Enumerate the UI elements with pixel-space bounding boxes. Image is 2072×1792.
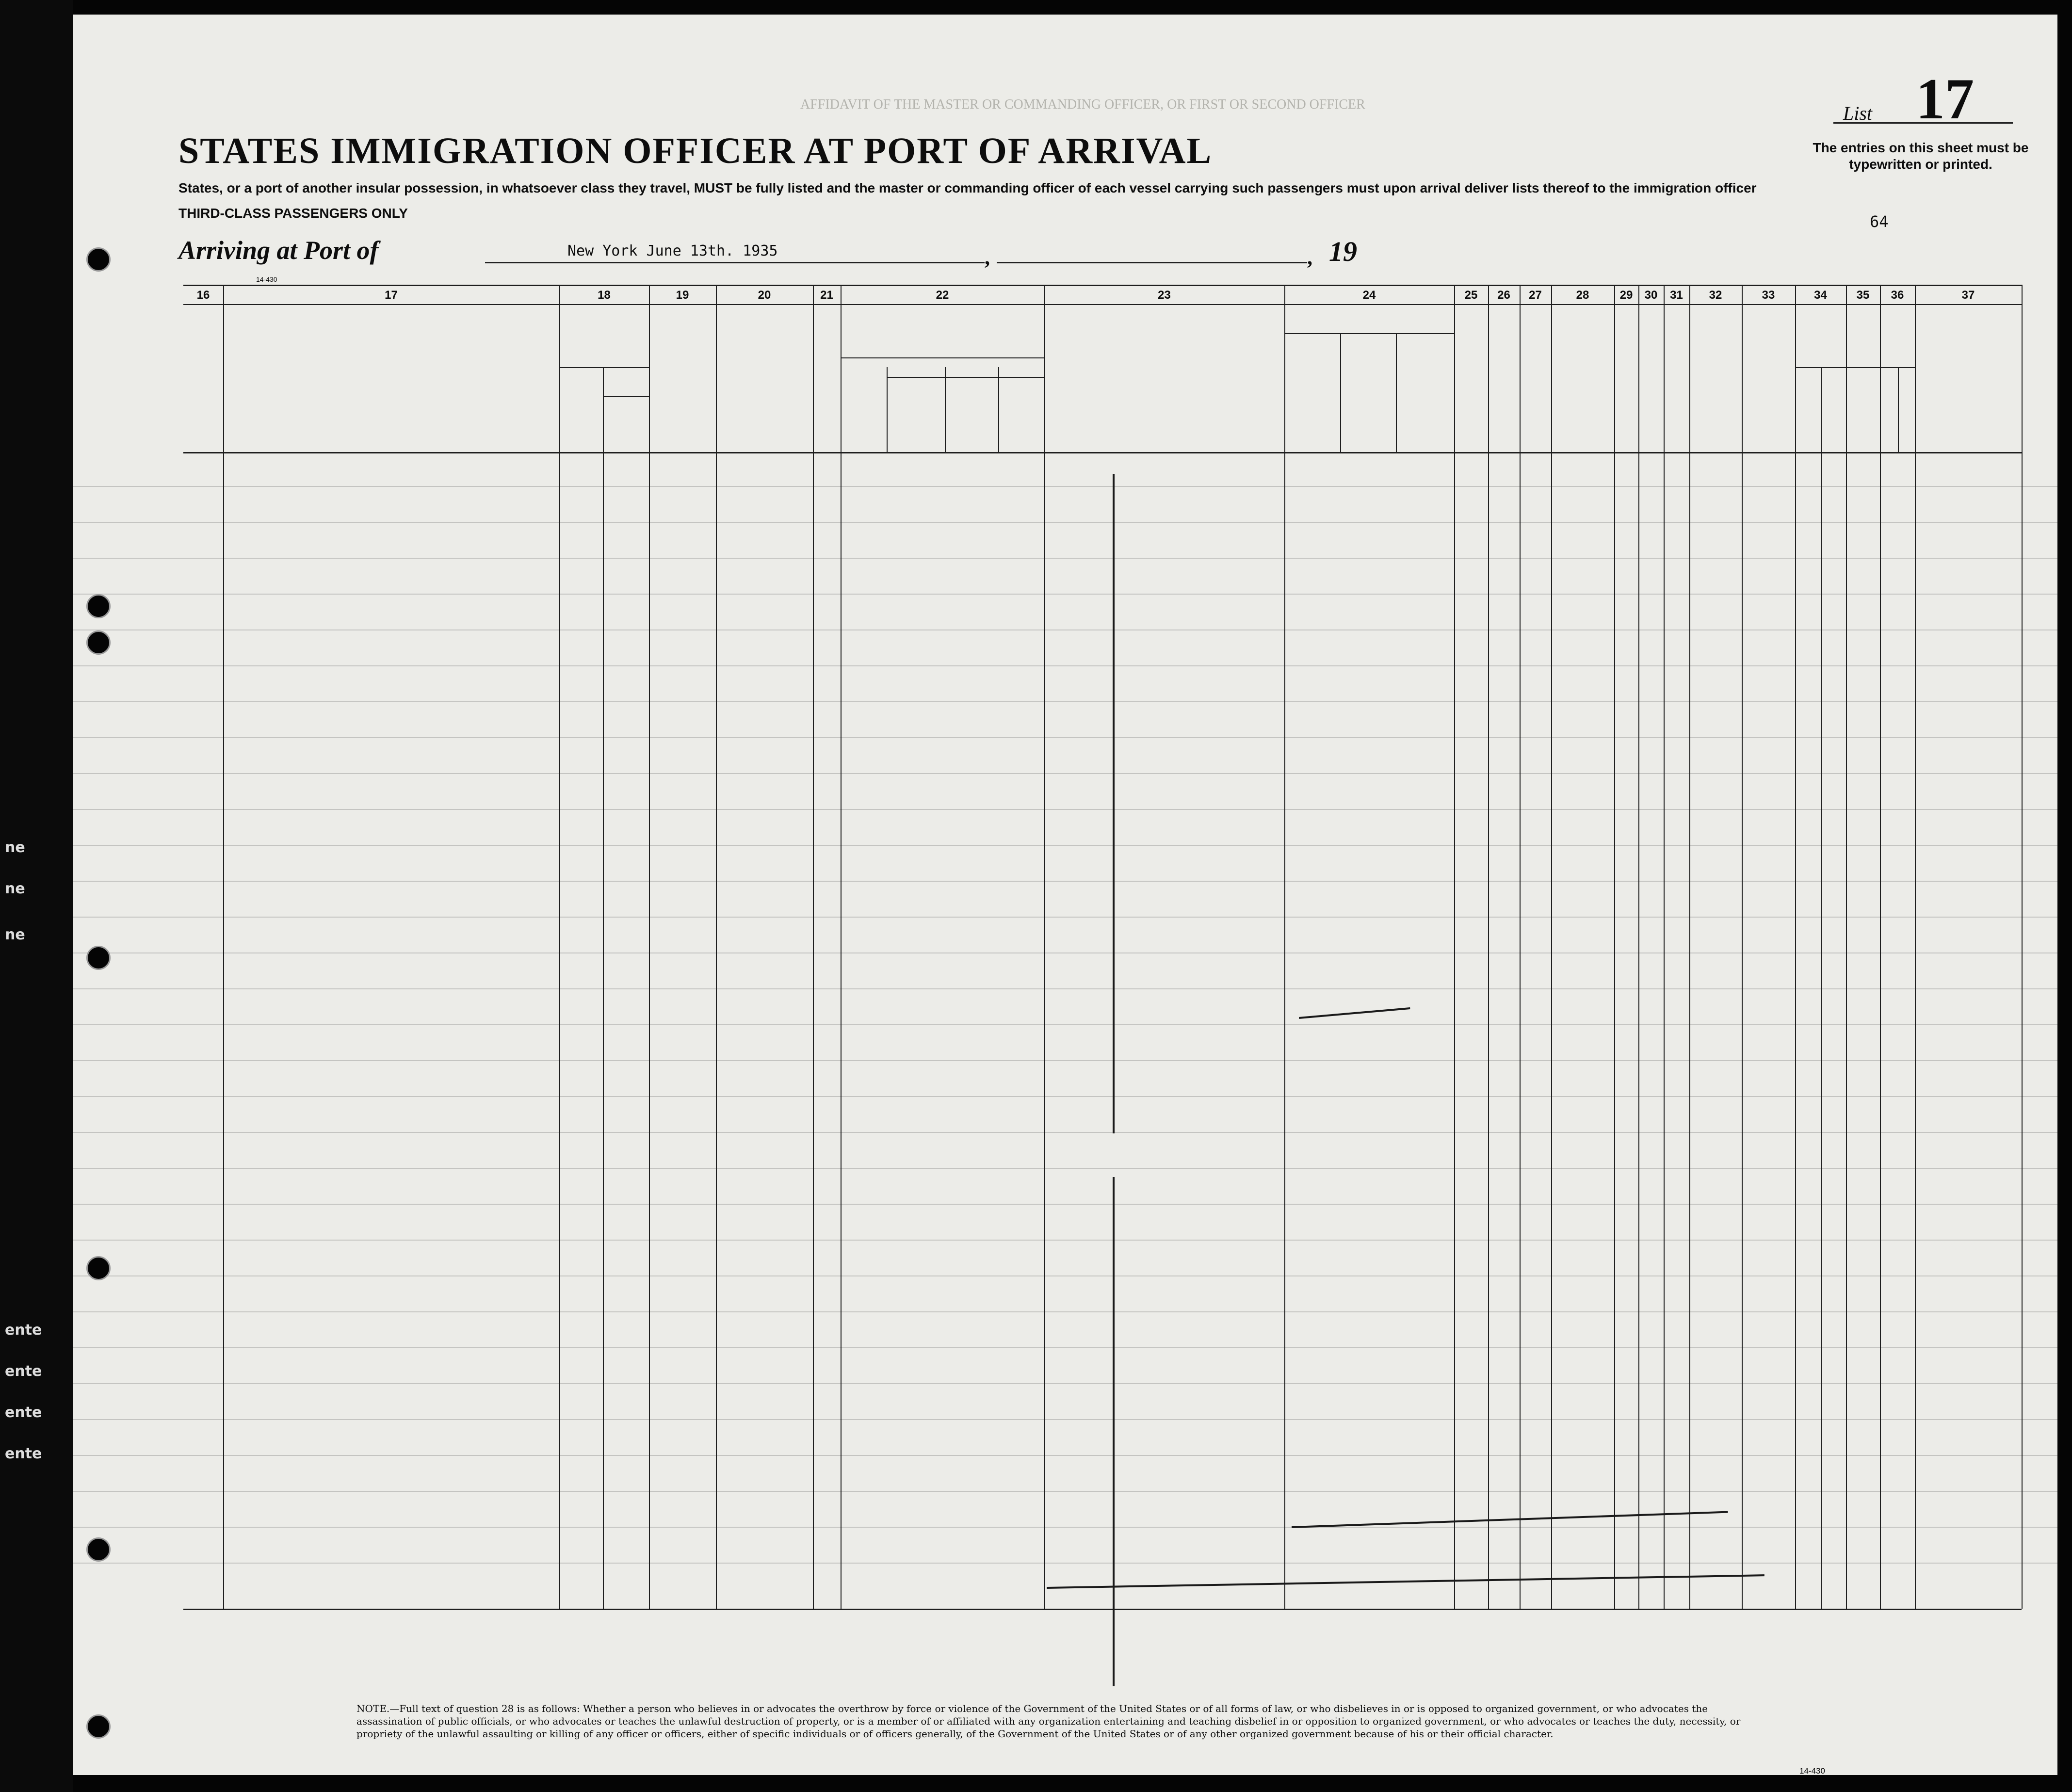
colnum-rule	[183, 304, 2022, 305]
strike-line	[1047, 1574, 1764, 1589]
column-number: 26	[1497, 289, 1510, 302]
column-number: 27	[1529, 289, 1542, 302]
punch-hole	[86, 946, 111, 970]
edge-fragment: ente	[5, 1363, 42, 1380]
sub-rule	[603, 396, 649, 397]
column-number: 21	[820, 289, 833, 302]
column-number: 25	[1464, 289, 1478, 302]
punch-hole	[86, 1256, 111, 1280]
column-number: 31	[1670, 289, 1683, 302]
form-number: 14-430	[256, 275, 277, 283]
sub-divider	[1898, 367, 1899, 452]
arriving-underline	[485, 262, 985, 263]
column-divider	[1551, 285, 1552, 1609]
column-divider	[1846, 285, 1847, 1609]
bracket-line	[1113, 1177, 1115, 1517]
punch-hole	[86, 594, 111, 618]
column-number: 37	[1961, 289, 1975, 302]
sub-divider	[945, 367, 946, 452]
instruction-line: States, or a port of another insular possession, in whatsoever class they travel, MUST be fully listed and the master or commanding officer of each vessel carrying such passengers must upon arrival deliver lists thereof to the immigration officer	[178, 180, 1757, 195]
sub-rule	[841, 357, 1044, 358]
column-number: 24	[1362, 289, 1376, 302]
comma: ,	[985, 245, 990, 269]
date-underline	[997, 262, 1307, 263]
punch-hole	[86, 1537, 111, 1562]
edge-fragment: ente	[5, 1445, 42, 1462]
column-number: 18	[598, 289, 611, 302]
column-number: 35	[1856, 289, 1870, 302]
table-bottom-rule	[183, 1609, 2022, 1610]
column-divider	[649, 285, 650, 1609]
page-title: STATES IMMIGRATION OFFICER AT PORT OF ARRIVAL	[178, 130, 1213, 171]
sub-divider	[1340, 333, 1341, 452]
column-divider	[1454, 285, 1455, 1609]
faint-bleed-text: AFFIDAVIT OF THE MASTER OR COMMANDING OFFICER, OR FIRST OR SECOND OFFICER	[800, 97, 1365, 112]
column-divider	[1044, 285, 1045, 1609]
sub-rule	[1846, 367, 1915, 368]
manifest-sheet	[73, 15, 2057, 1775]
sub-divider	[1821, 452, 1822, 1609]
column-divider	[1638, 285, 1639, 1609]
column-divider	[716, 285, 717, 1609]
strike-line	[1292, 1511, 1728, 1528]
comma: ,	[1307, 245, 1312, 269]
column-divider	[841, 285, 842, 1609]
footnote-form-number: 14-430	[1799, 1766, 1825, 1775]
sub-rule	[1284, 333, 1454, 334]
column-divider	[813, 285, 814, 1609]
column-divider	[1284, 285, 1285, 1609]
column-divider	[1795, 285, 1796, 1609]
typewritten-note: The entries on this sheet must be typewritten or printed.	[1813, 140, 2029, 172]
sub-divider	[603, 367, 604, 1609]
column-number: 32	[1709, 289, 1722, 302]
table-top-rule	[183, 285, 2022, 286]
sub-rule	[1795, 367, 1846, 368]
punch-hole	[86, 1714, 111, 1739]
column-number: 19	[676, 289, 689, 302]
bracket-line	[1113, 474, 1115, 1133]
edge-fragment: ne	[5, 839, 25, 856]
column-divider	[223, 285, 224, 1609]
left-edge-strip	[0, 0, 73, 1792]
column-divider	[1880, 285, 1881, 1609]
page-number: 64	[1870, 212, 1889, 231]
sub-divider	[1821, 367, 1822, 452]
column-number: 22	[936, 289, 949, 302]
column-number: 28	[1576, 289, 1589, 302]
column-number: 20	[758, 289, 771, 302]
sub-divider	[998, 367, 999, 452]
header-bottom-rule	[183, 452, 2022, 453]
column-divider	[1689, 285, 1690, 1609]
column-divider	[1664, 285, 1665, 1609]
column-divider	[1915, 285, 1916, 1609]
list-number: 17	[1916, 66, 1974, 131]
column-number: 23	[1158, 289, 1171, 302]
year-prefix: 19	[1329, 236, 1357, 267]
passenger-class: THIRD-CLASS PASSENGERS ONLY	[178, 206, 408, 221]
arriving-label: Arriving at Port of	[178, 236, 379, 265]
column-number: 34	[1814, 289, 1827, 302]
column-divider	[559, 285, 560, 1609]
list-label: List	[1843, 102, 1873, 124]
bracket-line	[1113, 1517, 1115, 1686]
edge-fragment: ente	[5, 1404, 42, 1421]
column-divider	[1520, 285, 1521, 1609]
sub-rule	[887, 377, 1044, 378]
column-number: 29	[1619, 289, 1633, 302]
edge-fragment: ne	[5, 926, 25, 943]
edge-fragment: ne	[5, 880, 25, 897]
column-number: 16	[196, 289, 210, 302]
column-number: 30	[1644, 289, 1658, 302]
sub-rule	[559, 367, 649, 368]
manifest-table	[183, 285, 2022, 1609]
sub-divider	[1396, 333, 1397, 452]
punch-hole	[86, 630, 111, 655]
column-divider	[1614, 285, 1615, 1609]
sub-divider	[887, 367, 888, 452]
column-divider	[1488, 285, 1489, 1609]
column-number: 33	[1762, 289, 1775, 302]
column-number: 36	[1891, 289, 1904, 302]
footnote: NOTE.—Full text of question 28 is as follows: Whether a person who believes in or advocates the overthrow by force or violence of the Government of the United States or of all forms of law, or who disbelieves in or is opposed to organized government, or who advocates the assassination of public officials, or who advocates or teaches the unlawful destruction of property, or is a member of or affiliated with any organization entertaining and teaching disbelief in or opposition to organized government, or who advocates or teaches the duty, necessity, or propriety of the unlawful assaulting or killing of any officer or officers, either of specific individuals or of officers generally, of the Government of the United States or of any other organized government because of his or their official character.	[356, 1703, 1741, 1740]
column-divider	[2022, 285, 2023, 1609]
edge-fragment: ente	[5, 1322, 42, 1339]
punch-hole	[86, 247, 111, 272]
arriving-value: New York June 13th. 1935	[567, 242, 778, 259]
column-number: 17	[385, 289, 398, 302]
column-divider	[1742, 285, 1743, 1609]
strike-line	[1299, 1007, 1410, 1019]
